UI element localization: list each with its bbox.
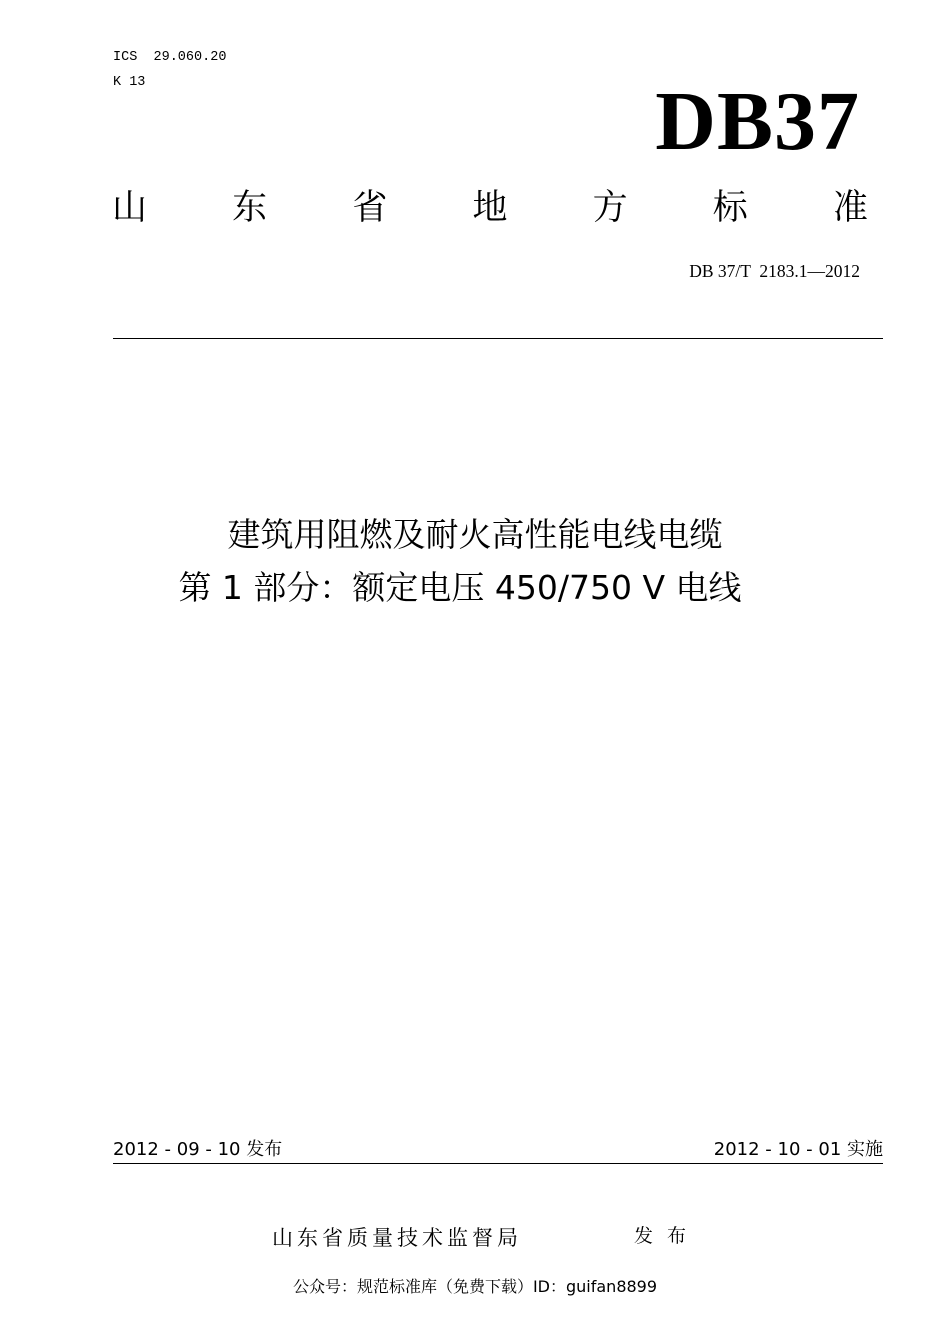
document-title-line-2: 第 1 部分：额定电压 450/750 V 电线 (178, 568, 742, 607)
ccs-code: K 13 (113, 75, 146, 90)
standard-number: DB 37/T 2183.1—2012 (689, 261, 860, 281)
ics-code: ICS 29.060.20 (113, 50, 227, 65)
standard-type (112, 186, 868, 230)
issuing-authority: 山东省质量技术监督局 (272, 1226, 522, 1250)
header-divider (113, 338, 883, 339)
publish-date: 2012 - 09 - 10 发布 (113, 1139, 283, 1160)
standard-type-char: 地 (472, 188, 508, 228)
issuing-verb: 发布 (634, 1225, 701, 1247)
db37-logo: DB37 (655, 75, 860, 168)
standard-type-char: 省 (352, 188, 388, 228)
standard-type-char: 方 (592, 188, 628, 228)
standard-type-char: 标 (712, 188, 748, 228)
standard-type-char: 山 (112, 188, 148, 228)
standard-type-char: 准 (832, 188, 868, 228)
document-title-line-1: 建筑用阻燃及耐火高性能电线电缆 (227, 515, 723, 554)
implementation-date: 2012 - 10 - 01 实施 (713, 1139, 883, 1160)
standard-type-char: 东 (232, 188, 268, 228)
footer-divider (113, 1163, 883, 1164)
footer-note: 公众号：规范标准库（免费下载）ID：guifan8899 (292, 1277, 658, 1296)
